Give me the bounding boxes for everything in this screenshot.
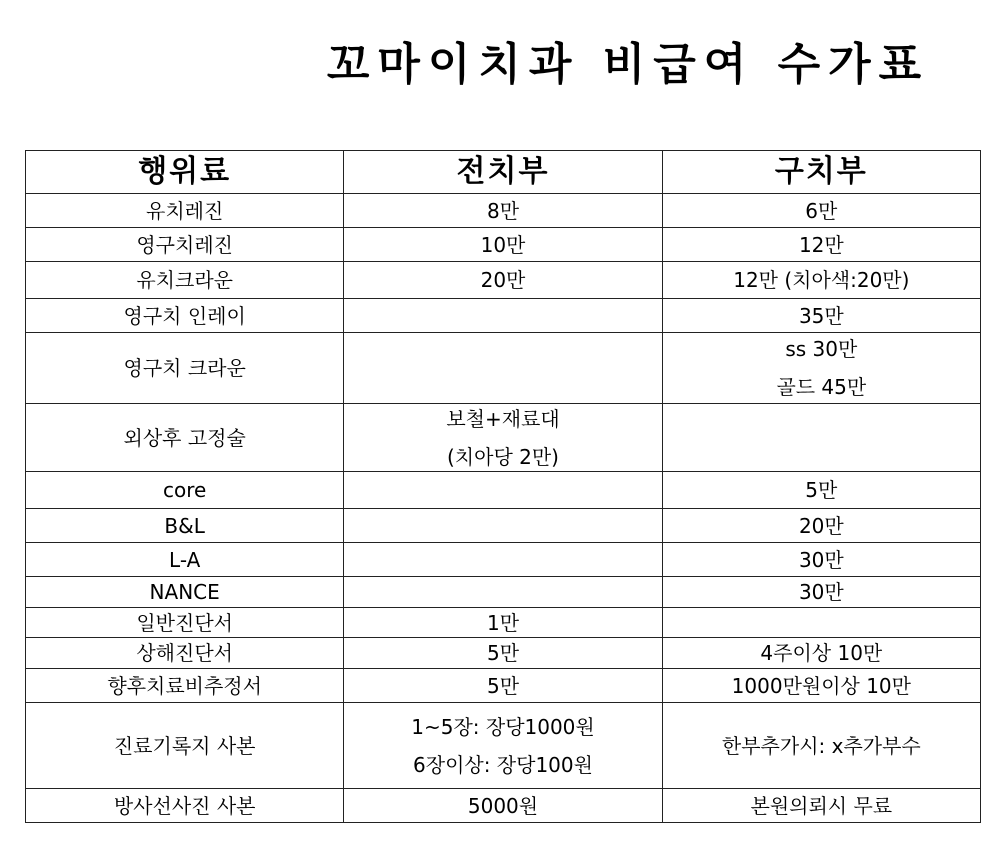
posterior-fee-cell (662, 228, 980, 262)
posterior-fee-cell (662, 669, 980, 703)
cell-line: 6만 (805, 198, 838, 223)
anterior-fee-cell (344, 194, 662, 228)
procedure-cell: 일반진단서 (26, 608, 344, 638)
anterior-fee-cell (344, 262, 662, 299)
cell-line: 1000만원이상 10만 (731, 673, 911, 698)
fee-table (25, 150, 981, 823)
header-posterior: 구치부 (662, 151, 980, 194)
posterior-fee-cell (662, 608, 980, 638)
procedure-cell: 유치레진 (26, 194, 344, 228)
procedure-cell: 외상후 고정술 (26, 404, 344, 472)
posterior-fee-cell (662, 509, 980, 543)
cell-line: 5만 (805, 478, 838, 502)
anterior-fee-cell (344, 608, 662, 638)
cell-line: ss 30만 (785, 337, 858, 361)
table-row (26, 608, 981, 638)
anterior-fee-cell (344, 543, 662, 577)
procedure-cell: 유치크라운 (26, 262, 344, 299)
table-row (26, 333, 981, 404)
cell-line: 4주이상 10만 (760, 641, 883, 665)
anterior-fee-cell (344, 789, 662, 823)
posterior-fee-cell (662, 333, 980, 404)
cell-line: 골드 45만 (776, 375, 867, 399)
cell-line: 12만 (798, 232, 844, 257)
cell-line: 보철+재료대 (446, 406, 560, 431)
procedure-cell: 방사선사진 사본 (26, 789, 344, 823)
posterior-fee-cell (662, 299, 980, 333)
cell-line: 35만 (798, 303, 844, 328)
posterior-fee-cell (662, 638, 980, 669)
procedure-cell: L-A (26, 543, 344, 577)
anterior-fee-cell (344, 577, 662, 608)
cell-line: 본원의뢰시 무료 (750, 793, 893, 818)
anterior-fee-cell (344, 669, 662, 703)
table-row (26, 194, 981, 228)
procedure-cell: B&L (26, 509, 344, 543)
anterior-fee-cell (344, 404, 662, 472)
anterior-fee-cell (344, 333, 662, 404)
posterior-fee-cell (662, 789, 980, 823)
cell-line: (치아당 2만) (447, 444, 559, 469)
anterior-fee-cell (344, 509, 662, 543)
table-row (26, 789, 981, 823)
posterior-fee-cell (662, 262, 980, 299)
table-row (26, 669, 981, 703)
procedure-cell: core (26, 472, 344, 509)
table-row (26, 509, 981, 543)
cell-line: 1~5장: 장당1000원 (411, 714, 595, 739)
table-row (26, 262, 981, 299)
posterior-fee-cell (662, 703, 980, 789)
procedure-cell: 영구치 인레이 (26, 299, 344, 333)
table-row (26, 472, 981, 509)
anterior-fee-cell (344, 638, 662, 669)
cell-line: 6장이상: 장당100원 (413, 752, 593, 777)
table-row (26, 404, 981, 472)
posterior-fee-cell (662, 472, 980, 509)
table-row (26, 543, 981, 577)
page-title: 꼬마이치과 비급여 수가표 (326, 39, 930, 90)
anterior-fee-cell (344, 228, 662, 262)
table-row (26, 703, 981, 789)
table-row (26, 228, 981, 262)
cell-line: 30만 (798, 580, 844, 604)
table-row (26, 638, 981, 669)
cell-line: 20만 (480, 268, 526, 292)
cell-line: 20만 (798, 513, 844, 538)
cell-line: 한부추가시: x추가부수 (721, 733, 921, 758)
posterior-fee-cell (662, 194, 980, 228)
anterior-fee-cell (344, 703, 662, 789)
header-procedure: 행위료 (26, 151, 344, 194)
cell-line: 1만 (486, 610, 520, 635)
cell-line: 5000원 (467, 793, 539, 818)
cell-line: 10만 (480, 232, 526, 257)
table-row (26, 299, 981, 333)
posterior-fee-cell (662, 404, 980, 472)
cell-line: 30만 (798, 547, 844, 572)
table-row (26, 577, 981, 608)
cell-line: 5만 (486, 641, 520, 665)
cell-line: 5만 (486, 673, 520, 698)
cell-line: 12만 (치아색:20만) (733, 268, 910, 292)
procedure-cell: 향후치료비추정서 (26, 669, 344, 703)
posterior-fee-cell (662, 577, 980, 608)
anterior-fee-cell (344, 299, 662, 333)
table-header-row (26, 151, 981, 194)
procedure-cell: 영구치레진 (26, 228, 344, 262)
procedure-cell: NANCE (26, 577, 344, 608)
procedure-cell: 상해진단서 (26, 638, 344, 669)
procedure-cell: 영구치 크라운 (26, 333, 344, 404)
anterior-fee-cell (344, 472, 662, 509)
cell-line: 8만 (486, 198, 520, 223)
procedure-cell: 진료기록지 사본 (26, 703, 344, 789)
posterior-fee-cell (662, 543, 980, 577)
header-anterior: 전치부 (344, 151, 662, 194)
